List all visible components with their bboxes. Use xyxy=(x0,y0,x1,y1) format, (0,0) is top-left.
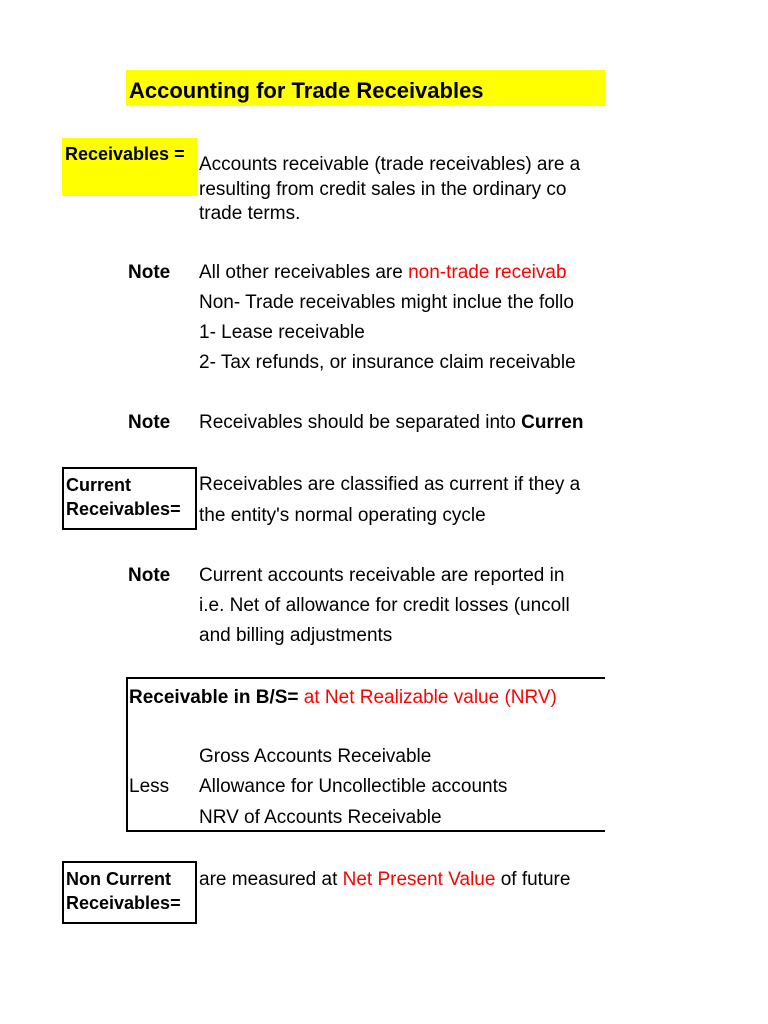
current-term: Curren xyxy=(521,412,584,433)
note2-text: Receivables should be separated into xyxy=(199,412,522,433)
current-def-line-2: the entity's normal operating cycle xyxy=(199,505,486,526)
current-label-line-1: Current xyxy=(66,475,132,495)
current-def-line-1: Receivables are classified as current if they a xyxy=(199,474,581,495)
receivables-def-line-1: Accounts receivable (trade receivables) are a xyxy=(199,154,581,175)
note3-line-3: and billing adjustments xyxy=(199,625,393,646)
receivables-label-cell xyxy=(62,138,197,196)
note1-line-3: 1- Lease receivable xyxy=(199,322,365,343)
nrv-row-gross: Gross Accounts Receivable xyxy=(199,746,432,767)
receivables-def-line-2: resulting from credit sales in the ordinary co xyxy=(199,179,567,200)
note1-line-1 xyxy=(199,263,567,282)
nrv-heading xyxy=(129,688,557,707)
note-label-1: Note xyxy=(128,262,171,283)
receivables-def-line-3: trade terms. xyxy=(199,203,301,224)
note3-line-1: Current accounts receivable are reported in xyxy=(199,565,565,586)
note1-line-4: 2- Tax refunds, or insurance claim receivable xyxy=(199,352,576,373)
page-title: Accounting for Trade Receivables xyxy=(129,78,484,103)
note3-line-2: i.e. Net of allowance for credit losses (uncoll xyxy=(199,595,570,616)
current-label-line-2: Receivables= xyxy=(66,499,181,519)
noncurrent-def-tail: of future xyxy=(495,869,571,890)
receivables-label: Receivables = xyxy=(65,144,185,164)
noncurrent-def-text: are measured at xyxy=(199,869,343,890)
current-receivables-label xyxy=(62,467,197,530)
note-label-3: Note xyxy=(128,565,171,586)
nrv-row-allowance: Allowance for Uncollectible accounts xyxy=(199,776,508,797)
nrv-heading-label: Receivable in B/S= xyxy=(129,687,299,708)
noncurrent-def-line xyxy=(199,870,570,889)
note-label-2: Note xyxy=(128,412,171,433)
nrv-row-nrv: NRV of Accounts Receivable xyxy=(199,807,442,828)
note1-line-2: Non- Trade receivables might inclue the follo xyxy=(199,292,574,313)
noncurrent-receivables-label xyxy=(62,861,197,924)
nrv-row-less-prefix: Less xyxy=(129,776,170,797)
net-present-value-term: Net Present Value xyxy=(342,869,496,890)
title-banner xyxy=(126,70,605,106)
noncurrent-label-line-2: Receivables= xyxy=(66,893,181,913)
note1-line-1-text: All other receivables are xyxy=(199,262,409,283)
noncurrent-label-line-1: Non Current xyxy=(66,869,171,889)
non-trade-receivables-term: non-trade receivab xyxy=(408,262,567,283)
note2-line xyxy=(199,413,583,432)
nrv-heading-value: at Net Realizable value (NRV) xyxy=(298,687,557,708)
